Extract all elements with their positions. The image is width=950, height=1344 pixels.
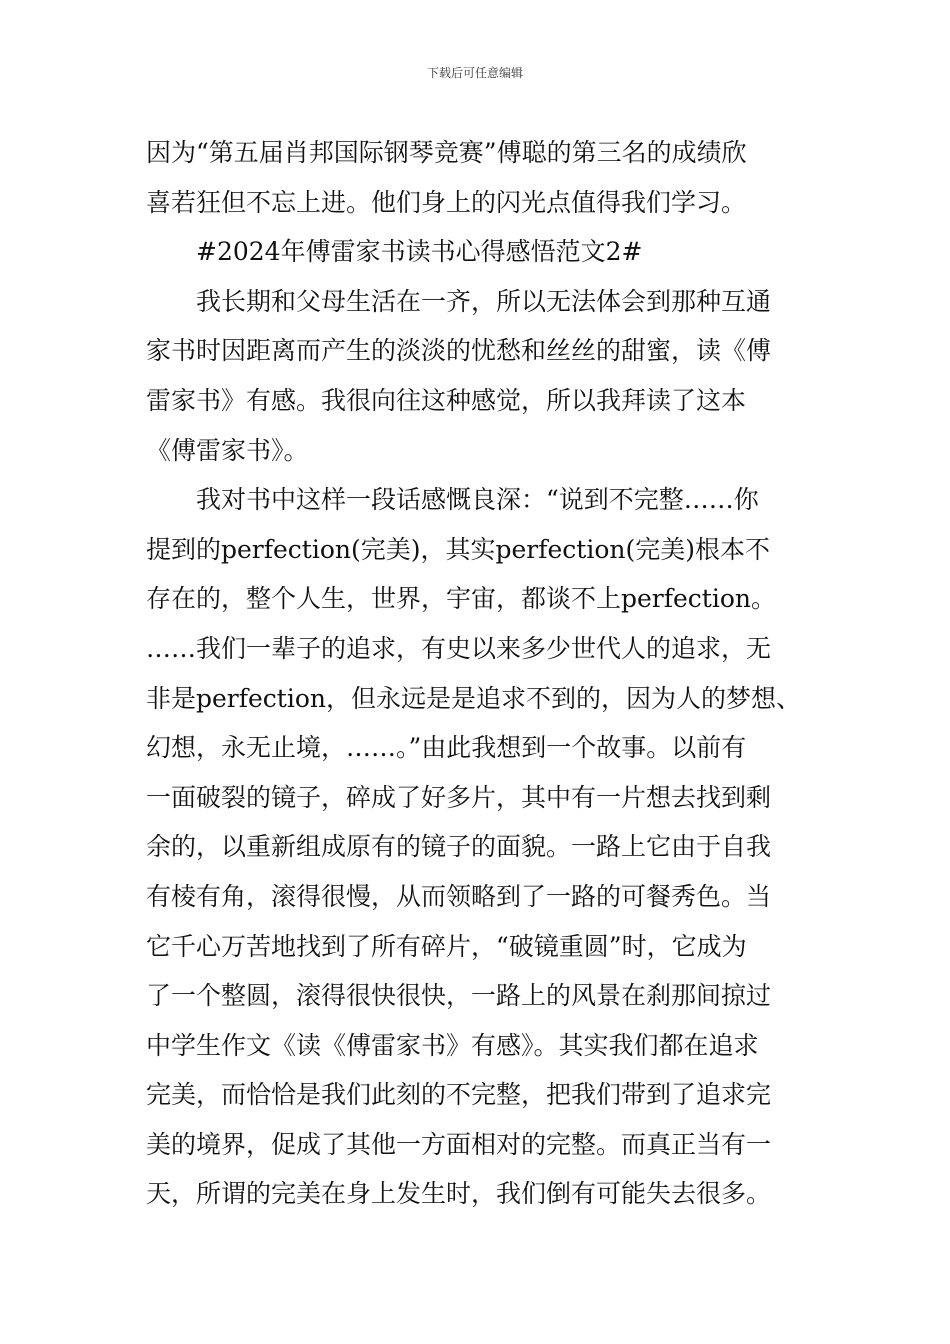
page-header: 下载后可任意编辑	[426, 66, 523, 80]
text-line: 它千心万苦地找到了所有碎片，“破镜重圆”时，它成为	[146, 931, 747, 961]
text-line: 家书时因距离而产生的淡淡的忧愁和丝丝的甜蜜，读《傅	[146, 336, 772, 366]
text-line: #2024年傅雷家书读书心得感悟范文2#	[196, 237, 643, 267]
text-line: 我长期和父母生活在一齐，所以无法体会到那种互通	[196, 286, 772, 316]
text-line: 提到的perfection(完美)，其实perfection(完美)根本不	[146, 534, 771, 564]
text-line: 完美，而恰恰是我们此刻的不完整，把我们带到了追求完	[146, 1080, 772, 1110]
text-line: 雷家书》有感。我很向往这种感觉，所以我拜读了这本	[146, 385, 747, 415]
text-line: 我对书中这样一段话感慨良深：“说到不完整……你	[196, 485, 759, 515]
text-line: 余的，以重新组成原有的镜子的面貌。一路上它由于自我	[146, 832, 772, 862]
text-line: 《傅雷家书》。	[146, 435, 309, 465]
text-line: 天，所谓的完美在身上发生时，我们倒有可能失去很多。	[146, 1179, 772, 1209]
document-body	[146, 128, 826, 1219]
text-line: 喜若狂但不忘上进。他们身上的闪光点值得我们学习。	[146, 187, 747, 217]
text-line: 非是perfection，但永远是是追求不到的，因为人的梦想、	[146, 683, 801, 713]
text-line: 因为“第五届肖邦国际钢琴竞赛”傅聪的第三名的成绩欣	[146, 138, 747, 167]
text-line: 存在的，整个人生，世界，宇宙，都谈不上perfection。	[146, 584, 776, 614]
text-line: ……我们一辈子的追求，有史以来多少世代人的追求，无	[146, 633, 772, 663]
text-line: 一面破裂的镜子，碎成了好多片，其中有一片想去找到剩	[146, 782, 772, 812]
text-line: 了一个整圆，滚得很快很快，一路上的风景在刹那间掠过	[146, 981, 772, 1011]
text-line: 美的境界，促成了其他一方面相对的完整。而真正当有一	[146, 1129, 772, 1159]
text-line: 中学生作文《读《傅雷家书》有感》。其实我们都在追求	[146, 1030, 759, 1060]
text-line: 幻想，永无止境，……。”由此我想到一个故事。以前有	[146, 733, 747, 763]
text-line: 有棱有角，滚得很慢，从而领略到了一路的可餐秀色。当	[146, 881, 772, 911]
